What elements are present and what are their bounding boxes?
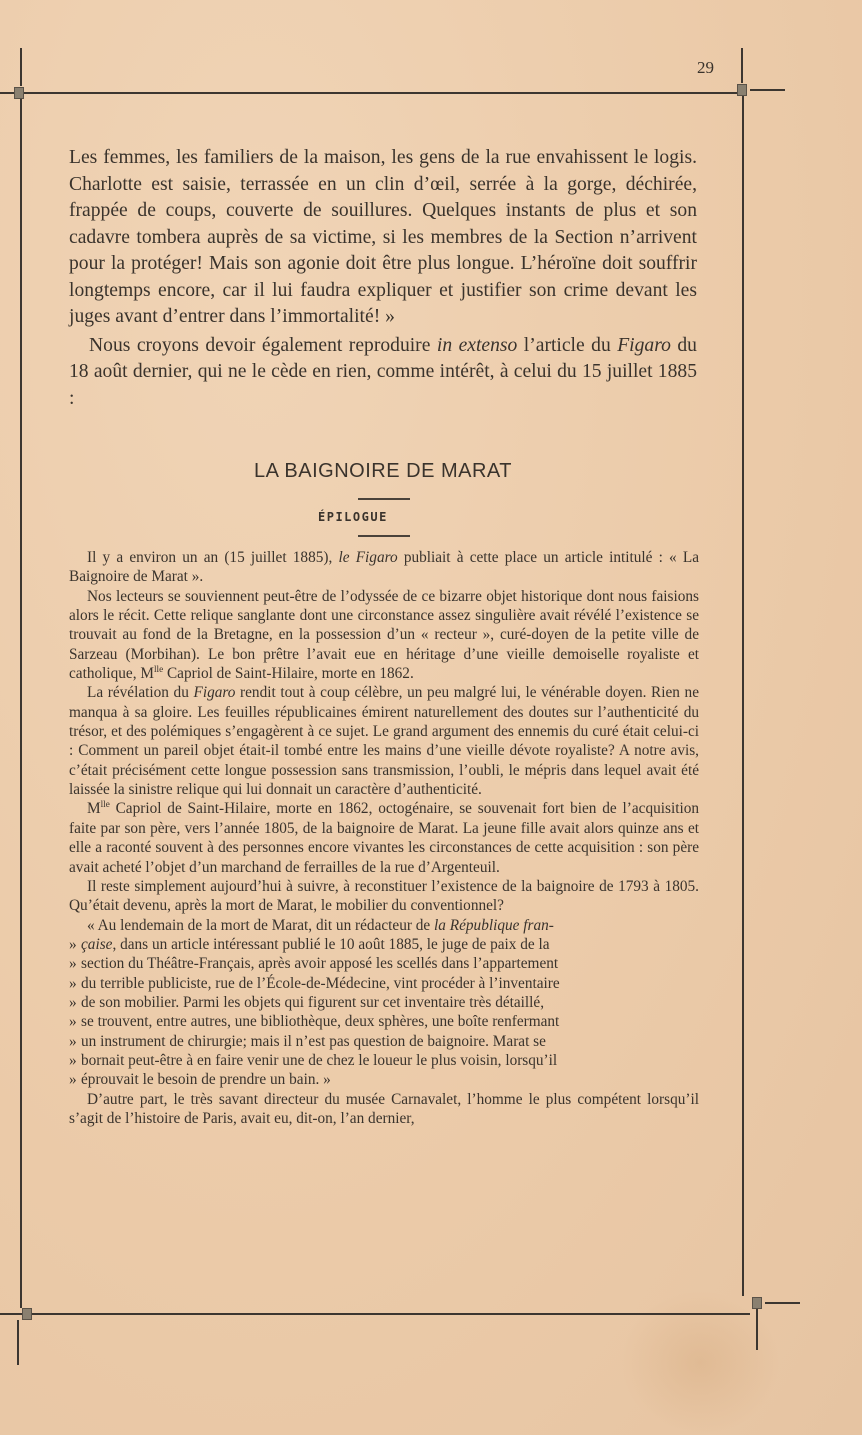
article-paragraph: D’autre part, le très savant directeur du musée Carnavalet, l’homme le plus compétent lorsqu’il s’agit de l’histoire de Paris, avait eu, dit-on, l’an dernier,	[69, 1090, 699, 1127]
article-body	[69, 548, 699, 1128]
quote-line: » un instrument de chirurgie; mais il n’est pas question de baignoire. Marat se	[69, 1032, 546, 1050]
article-subtitle: ÉPILOGUE	[318, 510, 388, 524]
frame-top-border	[0, 92, 738, 94]
quote-line: » bornait peut-être à en faire venir une de chez le loueur le plus voisin, lorsqu’il	[69, 1051, 558, 1069]
frame-left-bottom-tick	[17, 1320, 19, 1365]
frame-right-bottom-tick	[756, 1308, 758, 1350]
article-paragraph: $M^{lle}$ Capriol de Saint-Hilaire, morte en 1862, octogénaire, se souvenait fort bien de l’acquisition faite par son père, vers l’année 1805, de la baignoire de Marat. La jeune fille avait alors quinze ans et elle a raconté souvent à des personnes encore vivantes les circonstances de cette acquisition : son père avait acheté l’objet d’un marchand de ferrailles de la rue d’Argenteuil.	[69, 799, 699, 876]
article-title: LA BAIGNOIRE DE MARAT	[254, 460, 512, 482]
frame-top-right-tick	[750, 89, 785, 91]
frame-corner-ornament	[752, 1297, 762, 1309]
quote-line: » éprouvait le besoin de prendre un bain. »	[69, 1071, 331, 1089]
article-paragraph: Il reste simplement aujourd’hui à suivre, à reconstituer l’existence de la baignoire de 1793 à 1805. Qu’était devenu, après la mort de Marat, le mobilier du conventionnel?	[69, 877, 699, 915]
frame-bottom-border	[0, 1313, 750, 1315]
quote-paragraph: « Au lendemain de la mort de Marat, dit un rédacteur de la République fran-	[87, 916, 554, 934]
frame-corner-ornament	[22, 1308, 32, 1320]
article-paragraph: Il y a environ un an (15 juillet 1885), le Figaro publiait à cette place un article intitulé : « La Baignoire de Marat ».	[69, 549, 699, 586]
intro-text	[69, 145, 697, 412]
frame-left-border	[20, 98, 22, 1308]
intro-paragraph: Nous croyons devoir également reproduire in extenso l’article du Figaro du 18 août dernier, qui ne le cède en rien, comme intérêt, à celui du 15 juillet 1885 :	[69, 334, 697, 409]
frame-right-border	[742, 96, 744, 1296]
frame-right-top-tick	[741, 48, 743, 83]
quote-line: » section du Théâtre-Français, après avoir apposé les scellés dans l’appartement	[69, 955, 559, 973]
quote-line: » du terrible publiciste, rue de l’École-de-Médecine, vint procéder à l’inventaire	[69, 974, 560, 992]
intro-paragraph: Les femmes, les familiers de la maison, les gens de la rue envahissent le logis. Charlotte est saisie, terrassée en un clin d’œil, serrée à la gorge, déchirée, frappée de coups, couverte de souillures. Quelques instants de plus et son cadavre tombera auprès de sa victime, si les membres de la Section n’arrivent pour la protéger! Mais son agonie doit être plus longue. L’héroïne doit souffrir longtemps encore, car il lui faudra expliquer et justifier son crime devant les juges avant d’entrer dans l’immortalité! »	[69, 147, 697, 327]
quote-line: » çaise, dans un article intéressant publié le 10 août 1885, le juge de paix de la	[69, 935, 550, 953]
quote-line: » de son mobilier. Parmi les objets qui figurent sur cet inventaire très détaillé,	[69, 993, 545, 1011]
article-paragraph: Nos lecteurs se souviennent peut-être de l’odyssée de ce bizarre objet historique dont nous faisions alors le récit. Cette relique sanglante dont une circonstance assez singulière avait révélé l’existence se trouvait au fond de la Bretagne, en la possession d’un « recteur », curé-doyen de la petite ville de Sarzeau (Morbihan). Le bon prêtre l’avait eue en héritage d’une vieille demoiselle royaliste et catholique, $M^{lle}$ Capriol de Saint-Hilaire, morte en 1862.	[69, 587, 699, 683]
frame-bottom-right-tick	[765, 1302, 800, 1304]
quote-line: » se trouvent, entre autres, une bibliothèque, deux sphères, une boîte renfermant	[69, 1013, 560, 1031]
article-paragraph: La révélation du Figaro rendit tout à coup célèbre, un peu malgré lui, le vénérable doyen. Rien ne manqua à sa gloire. Les feuilles républicaines émirent naturellement des doutes sur l’authenticité du trésor, et des polémiques s’engagèrent à ce sujet. Le grand argument des ennemis du curé était celui-ci : Comment un pareil objet était-il tombé entre les mains d’une vieille dévote royaliste? A notre avis, c’était précisément cette longue possession sans transmission, l’oubli, le mépris dans lequel avait été laissée la sinistre relique qui lui donnait un caractère d’authenticité.	[69, 684, 699, 799]
frame-corner-ornament	[737, 84, 747, 96]
subtitle-rule	[358, 535, 410, 537]
page-number: 29	[697, 58, 714, 77]
title-rule	[358, 498, 410, 500]
quote-paragraph	[69, 935, 699, 1090]
frame-corner-ornament	[14, 87, 24, 99]
frame-left-top-tick	[20, 48, 22, 86]
